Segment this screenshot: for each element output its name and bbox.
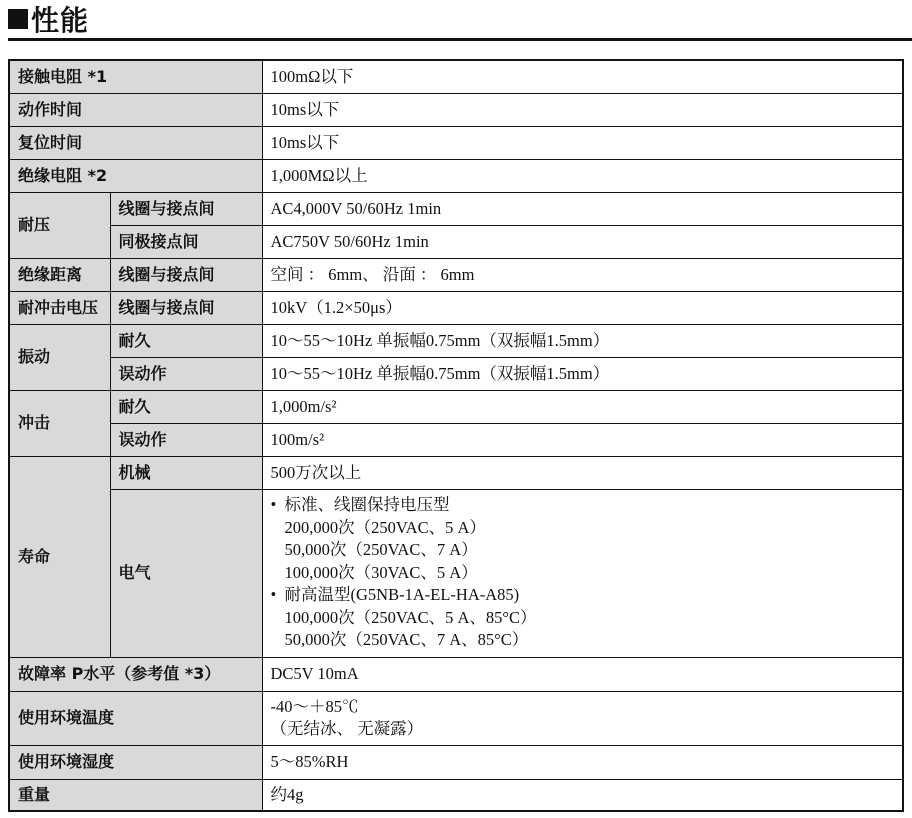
row-label-dielectric: 耐压 (9, 192, 110, 258)
sub-label-impulse-voltage: 线圈与接点间 (110, 291, 262, 324)
sub-label-shock-malfunction: 误动作 (110, 423, 262, 456)
row-label-failure-rate: 故障率 P水平（参考值 *3） (9, 657, 262, 691)
table-row (9, 745, 903, 779)
table-row (9, 258, 903, 291)
section-title: 性能 (31, 4, 90, 37)
row-label-operate-time: 动作时间 (9, 93, 262, 126)
table-row (9, 192, 903, 225)
table-row (9, 126, 903, 159)
ambient-temp-note: （无结冰、 无凝露） (270, 719, 424, 738)
row-value-dielectric-same-pole: AC750V 50/60Hz 1min (262, 225, 903, 258)
table-row (9, 357, 903, 390)
sub-label-shock-durability: 耐久 (110, 390, 262, 423)
life-high-temp-line: 50,000次（250VAC、7 A、85°C） (284, 630, 529, 650)
row-value-ambient-humidity: 5～85%RH (262, 745, 903, 779)
row-label-shock: 冲击 (9, 390, 110, 456)
row-label-weight: 重量 (9, 779, 262, 811)
bullet-icon: • (270, 495, 277, 515)
table-row (9, 489, 903, 657)
life-high-temp-title-line (271, 584, 894, 607)
table-row (9, 456, 903, 489)
row-value-insulation-distance: 空间 ： 6mm、 沿面 ： 6mm (262, 258, 903, 291)
table-row (9, 691, 903, 745)
row-label-release-time: 复位时间 (9, 126, 262, 159)
sub-label-vibration-durability: 耐久 (110, 324, 262, 357)
table-row (9, 291, 903, 324)
life-standard-title-line (271, 494, 894, 517)
table-row (9, 159, 903, 192)
table-row (9, 657, 903, 691)
table-row (9, 225, 903, 258)
sub-label-insulation-distance: 线圈与接点间 (110, 258, 262, 291)
life-standard-line: 100,000次（30VAC、5 A） (284, 562, 478, 582)
row-value-dielectric-coil-contact: AC4,000V 50/60Hz 1min (262, 192, 903, 225)
row-value-shock-malfunction: 100m/s² (262, 423, 903, 456)
row-value-weight: 约4g (262, 779, 903, 811)
section-heading (8, 0, 89, 38)
row-value-vibration-durability: 10～55～10Hz 单振幅0.75mm（双振幅1.5mm） (262, 324, 903, 357)
ambient-temp-range: -40～＋85℃ (270, 697, 359, 716)
life-high-temp-line: 100,000次（250VAC、5 A、85°C） (284, 607, 537, 627)
row-value-release-time: 10ms以下 (262, 126, 903, 159)
row-label-ambient-temp: 使用环境温度 (9, 691, 262, 745)
row-value-life-electrical (262, 489, 903, 657)
life-standard-title: 标准、线圈保持电压型 (284, 495, 450, 515)
table-row (9, 423, 903, 456)
life-standard-line: 200,000次（250VAC、5 A） (284, 517, 486, 537)
row-label-insulation-distance: 绝缘距离 (9, 258, 110, 291)
row-label-ambient-humidity: 使用环境湿度 (9, 745, 262, 779)
table-row (9, 93, 903, 126)
row-value-operate-time: 10ms以下 (262, 93, 903, 126)
table-row (9, 779, 903, 811)
row-value-failure-rate: DC5V 10mA (262, 657, 903, 691)
row-value-shock-durability: 1,000m/s² (262, 390, 903, 423)
bullet-icon: • (270, 585, 277, 605)
table-row (9, 60, 903, 93)
sub-label-life-electrical: 电气 (110, 489, 262, 657)
life-standard-line: 50,000次（250VAC、7 A） (284, 540, 478, 560)
row-value-impulse-voltage: 10kV（1.2×50μs） (262, 291, 903, 324)
sub-label-life-mechanical: 机械 (110, 456, 262, 489)
sub-label-dielectric-same-pole: 同极接点间 (110, 225, 262, 258)
row-label-vibration: 振动 (9, 324, 110, 390)
row-value-vibration-malfunction: 10～55～10Hz 单振幅0.75mm（双振幅1.5mm） (262, 357, 903, 390)
row-value-ambient-temp (262, 691, 903, 745)
row-label-contact-resistance: 接触电阻 *1 (9, 60, 262, 93)
performance-table (8, 59, 904, 812)
row-value-contact-resistance: 100mΩ以下 (262, 60, 903, 93)
row-label-life: 寿命 (9, 456, 110, 657)
row-label-impulse-voltage: 耐冲击电压 (9, 291, 110, 324)
life-high-temp-title: 耐高温型(G5NB-1A-EL-HA-A85) (284, 585, 520, 605)
sub-label-vibration-malfunction: 误动作 (110, 357, 262, 390)
table-row (9, 390, 903, 423)
sub-label-dielectric-coil-contact: 线圈与接点间 (110, 192, 262, 225)
row-value-insulation-resistance: 1,000MΩ以上 (262, 159, 903, 192)
row-value-life-mechanical: 500万次以上 (262, 456, 903, 489)
table-row (9, 324, 903, 357)
black-square-icon (8, 9, 28, 29)
row-label-insulation-resistance: 绝缘电阻 *2 (9, 159, 262, 192)
heading-rule (8, 38, 912, 41)
